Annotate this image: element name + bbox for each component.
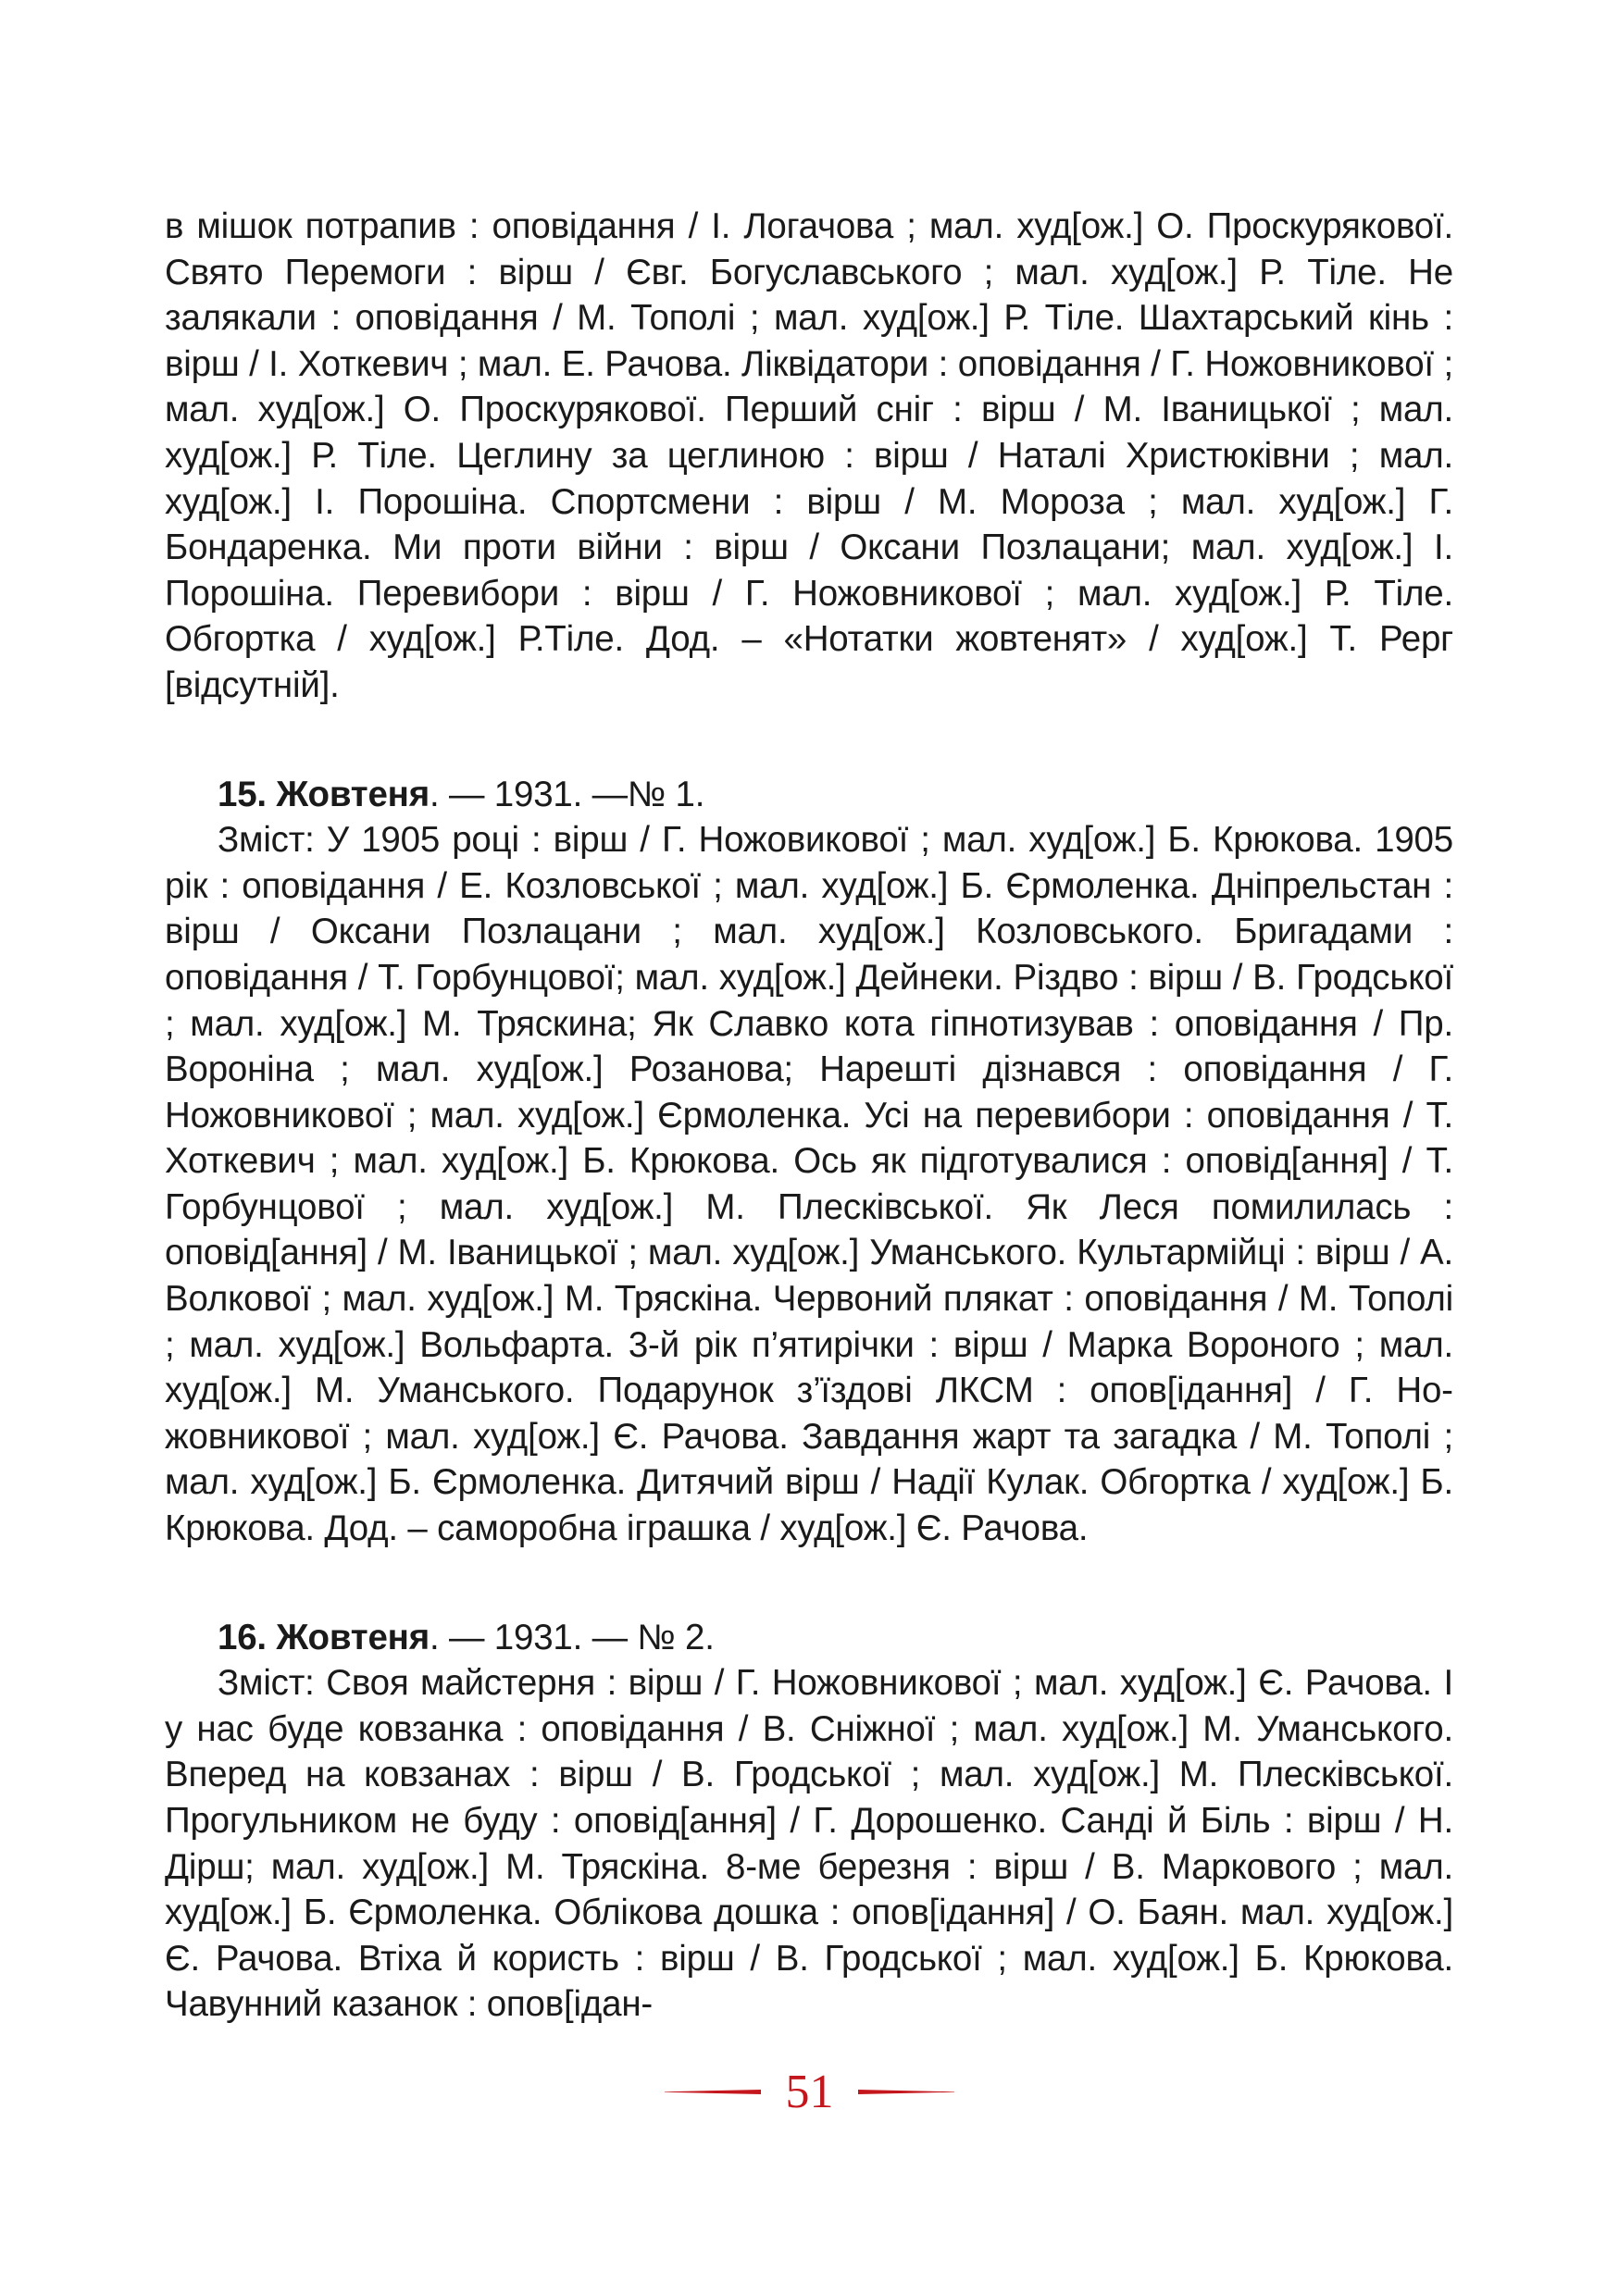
footer-rule-right [858,2090,954,2094]
entry-title: 16. Жовтеня [218,1617,430,1657]
entry-heading [165,1615,1453,1661]
entry-heading [165,772,1453,818]
page-body [165,204,1453,2028]
catalog-entry-16 [165,1615,1453,2028]
entry-title: 15. Жовтеня [218,774,430,814]
entry-imprint: . — 1931. — № 2. [429,1617,715,1657]
entry-spacer [165,1552,1453,1615]
page-number: 51 [785,2066,834,2118]
entry-imprint: . — 1931. —№ 1. [429,774,705,814]
continued-entry-contents: в мішок потрапив : оповідання / І. Логачова ; мал. худ[ож.] О. Проскурякової. Свято Перемоги : вірш / Євг. Богуславського ; мал. худ[ож.] Р. Тіле. Не залякали : оповідання / М. Тополі ; мал. худ[ож.] Р. Тіле. Шахтарський кінь : вірш / І. Хоткевич ; мал. Е. Рачова. Ліквідатори : оповідання / Г. Ножовникової ; мал. худ[ож.] О. Проскурякової. Перший сніг : вірш / М. Іваницької ; мал. худ[ож.] Р. Тіле. Цеглину за цеглиною : вірш / Наталі Христюківни ; мал. худ[ож.] І. Порошіна. Спортсмени : вірш / М. Мороза ; мал. худ[ож.] Г. Бондаренка. Ми проти війни : вірш / Оксани Позлацани; мал. худ[ож.] І. Порошіна. Перевибори : вірш / Г. Ножовникової ; мал. худ[ож.] Р. Тіле. Обгортка / худ[ож.] Р.Тіле. Дод. – «Нотатки жовтенят» / худ[ож.] Т. Рерг [відсутній]. [165,206,1453,705]
entry-contents: Зміст: Своя майстерня : вірш / Г. Ножовникової ; мал. худ[ож.] Є. Рачова. І у нас буде ковзанка : оповідання / В. Сніжної ; мал. худ[ож.] М. Уманського. Вперед на ковзанах : вірш / В. Гродської ; мал. худ[ож.] М. Плесківської. Прогульником не буду : оповід[ання] / Г. Дорошенко. Санді й Біль : вірш / Н. Дірш; мал. худ[ож.] М. Тряскіна. 8-ме березня : вірш / В. Маркового ; мал. худ[ож.] Б. Єрмоленка. Облікова дошка : опов[ідання] / О. Баян. мал. худ[ож.] Є. Рачова. Втіха й користь : вірш / В. Гродської ; мал. худ[ож.] Б. Крюкова. Чавунний казанок : опов[ідан- [165,1663,1453,2025]
entry-spacer [165,709,1453,772]
catalog-entry-15 [165,772,1453,1552]
page-footer [0,2060,1619,2125]
entry-contents: Зміст: У 1905 році : вірш / Г. Ножовикової ; мал. худ[ож.] Б. Крюкова. 1905 рік : оповідання / Е. Козловської ; мал. худ[ож.] Б. Єрмоленка. Дніпрельстан : вірш / Оксани Позлацани ; мал. худ[ож.] Козловського. Бригадами : оповідання / Т. Горбунцової; мал. худ[ож.] Дейнеки. Різдво : вірш / В. Гродської ; мал. худ[ож.] М. Тряскина; Як Славко кота гіпнотизував : оповідання / Пр. Вороніна ; мал. худ[ож.] Розанова; Нарешті дізнався : оповідання / Г. Ножовникової ; мал. худ[ож.] Єрмоленка. Усі на перевибори : оповідання / Т. Хоткевич ; мал. худ[ож.] Б. Крюкова. Ось як підготувалися : оповід[ання] / Т. Горбунцової ; мал. худ[ож.] М. Плесківської. Як Леся помилилась : оповід[ання] / М. Іваницької ; мал. худ[ож.] Уманського. Культармійці : вірш / А. Волкової ; мал. худ[ож.] М. Тряскіна. Червоний плякат : оповідання / М. Тополі ; мал. худ[ож.] Вольфарта. 3-й рік п’ятирічки : вірш / Марка Вороного ; мал. худ[ож.] М. Уманського. Подарунок з’їздові ЛКСМ : опов[ідання] / Г. Ножовникової ; мал. худ[ож.] Є. Рачова. Завдання жарт та загадка / М. Тополі ; мал. худ[ож.] Б. Єрмоленка. Дитячий вірш / Надії Кулак. Обгортка / худ[ож.] Б. Крюкова. Дод. – саморобна іграшка / худ[ож.] Є. Рачова. [165,820,1453,1549]
footer-rule-left [665,2090,761,2094]
